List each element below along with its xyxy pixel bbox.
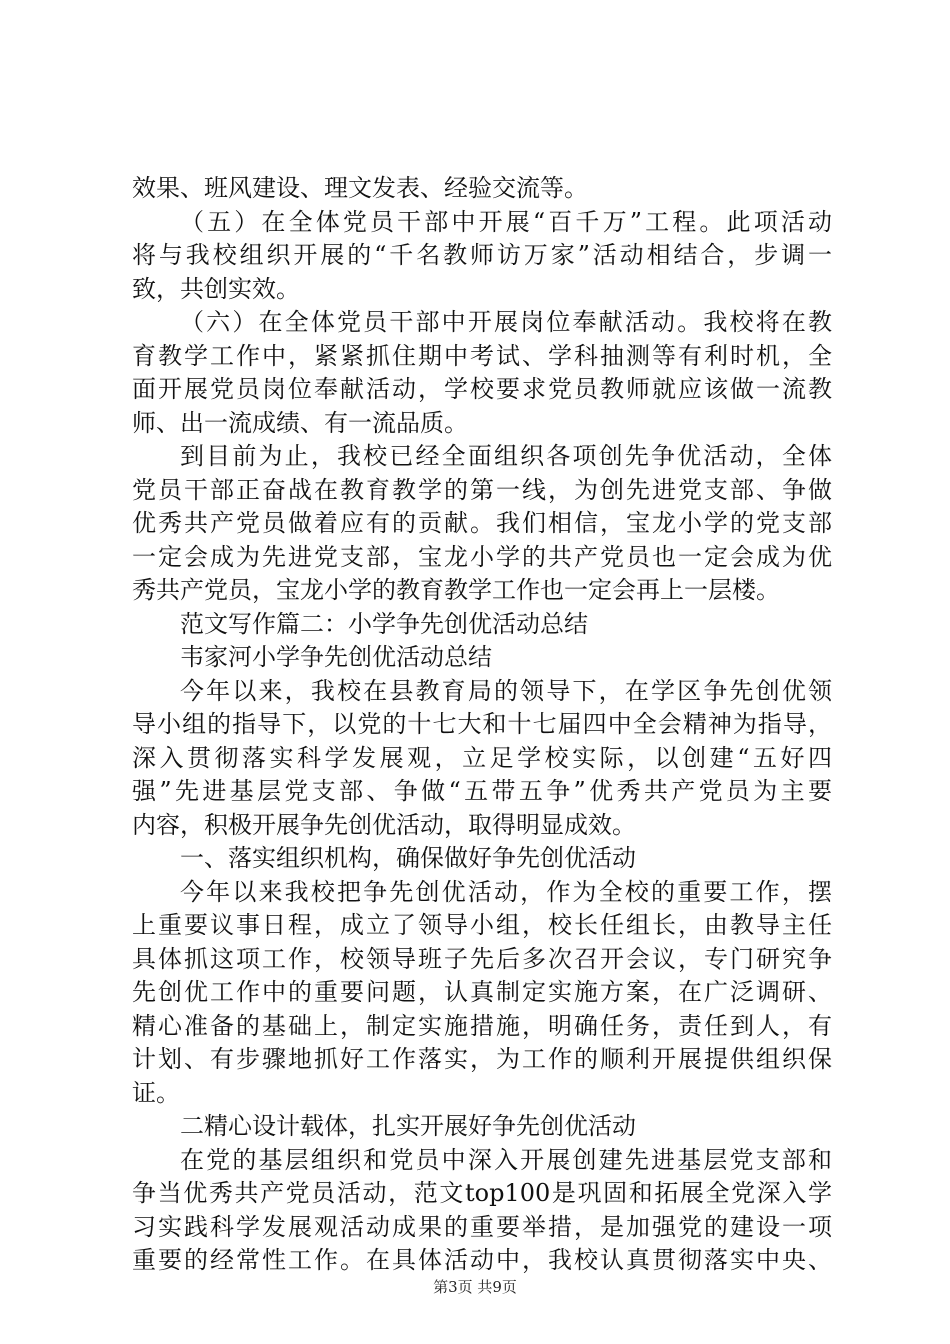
text-line: 精心准备的基础上，制定实施措施，明确任务，责任到人，有 — [132, 1011, 832, 1040]
text-line: 韦家河小学争先创优活动总结 — [180, 643, 492, 671]
text-line: 师、出一流成绩、有一流品质。 — [132, 408, 468, 437]
text-line: 育教学工作中，紧紧抓住期中考试、学科抽测等有利时机，全 — [132, 341, 832, 370]
text-line: 导小组的指导下，以党的十七大和十七届四中全会精神为指导， — [132, 710, 832, 738]
text-line: 内容，积极开展争先创优活动，取得明显成效。 — [132, 810, 636, 839]
text-line: （六）在全体党员干部中开展岗位奉献活动。我校将在教 — [180, 308, 832, 336]
text-line: 到目前为止，我校已经全面组织各项创先争优活动，全体 — [180, 442, 832, 470]
text-line: 具体抓这项工作，校领导班子先后多次召开会议，专门研究争 — [132, 944, 832, 973]
text-line: 二精心设计载体，扎实开展好争先创优活动 — [180, 1112, 636, 1140]
text-line: 计划、有步骤地抓好工作落实，为工作的顺利开展提供组织保 — [132, 1045, 832, 1073]
text-line: 先创优工作中的重要问题，认真制定实施方案，在广泛调研、 — [132, 978, 832, 1006]
text-line: 强”先进基层党支部、争做“五带五争”优秀共产党员为主要 — [132, 777, 832, 805]
text-line: 争当优秀共产党员活动，范文top100是巩固和拓展全党深入学 — [132, 1179, 832, 1207]
text-line: 上重要议事日程，成立了领导小组，校长任组长，由教导主任 — [132, 911, 832, 939]
text-line: （五）在全体党员干部中开展“百千万”工程。此项活动 — [180, 207, 832, 236]
text-line: 范文写作篇二：小学争先创优活动总结 — [180, 609, 588, 638]
text-line: 效果、班风建设、理文发表、经验交流等。 — [132, 174, 588, 202]
text-line: 党员干部正奋战在教育教学的第一线，为创先进党支部、争做 — [132, 475, 832, 504]
text-line: 致，共创实效。 — [132, 274, 300, 303]
text-line: 在党的基层组织和党员中深入开展创建先进基层党支部和 — [180, 1145, 832, 1174]
text-line: 秀共产党员，宝龙小学的教育教学工作也一定会再上一层楼。 — [132, 576, 780, 604]
text-line: 优秀共产党员做着应有的贡献。我们相信，宝龙小学的党支部 — [132, 509, 832, 537]
page-footer: 第3页 共9页 — [433, 1278, 517, 1296]
text-line: 今年以来我校把争先创优活动，作为全校的重要工作，摆 — [180, 877, 832, 906]
document-body — [132, 172, 832, 1278]
text-line: 一、落实组织机构，确保做好争先创优活动 — [180, 844, 636, 872]
text-line: 面开展党员岗位奉献活动，学校要求党员教师就应该做一流教 — [132, 375, 832, 403]
text-line: 重要的经常性工作。在具体活动中，我校认真贯彻落实中央、 — [132, 1246, 832, 1274]
text-line: 将与我校组织开展的“千名教师访万家”活动相结合，步调一 — [132, 241, 832, 269]
text-line: 习实践科学发展观活动成果的重要举措，是加强党的建设一项 — [132, 1212, 832, 1241]
text-line: 深入贯彻落实科学发展观，立足学校实际，以创建“五好四 — [132, 743, 832, 772]
text-line: 一定会成为先进党支部，宝龙小学的共产党员也一定会成为优 — [132, 542, 832, 571]
text-line: 证。 — [132, 1078, 180, 1107]
text-line: 今年以来，我校在县教育局的领导下，在学区争先创优领 — [180, 676, 832, 705]
